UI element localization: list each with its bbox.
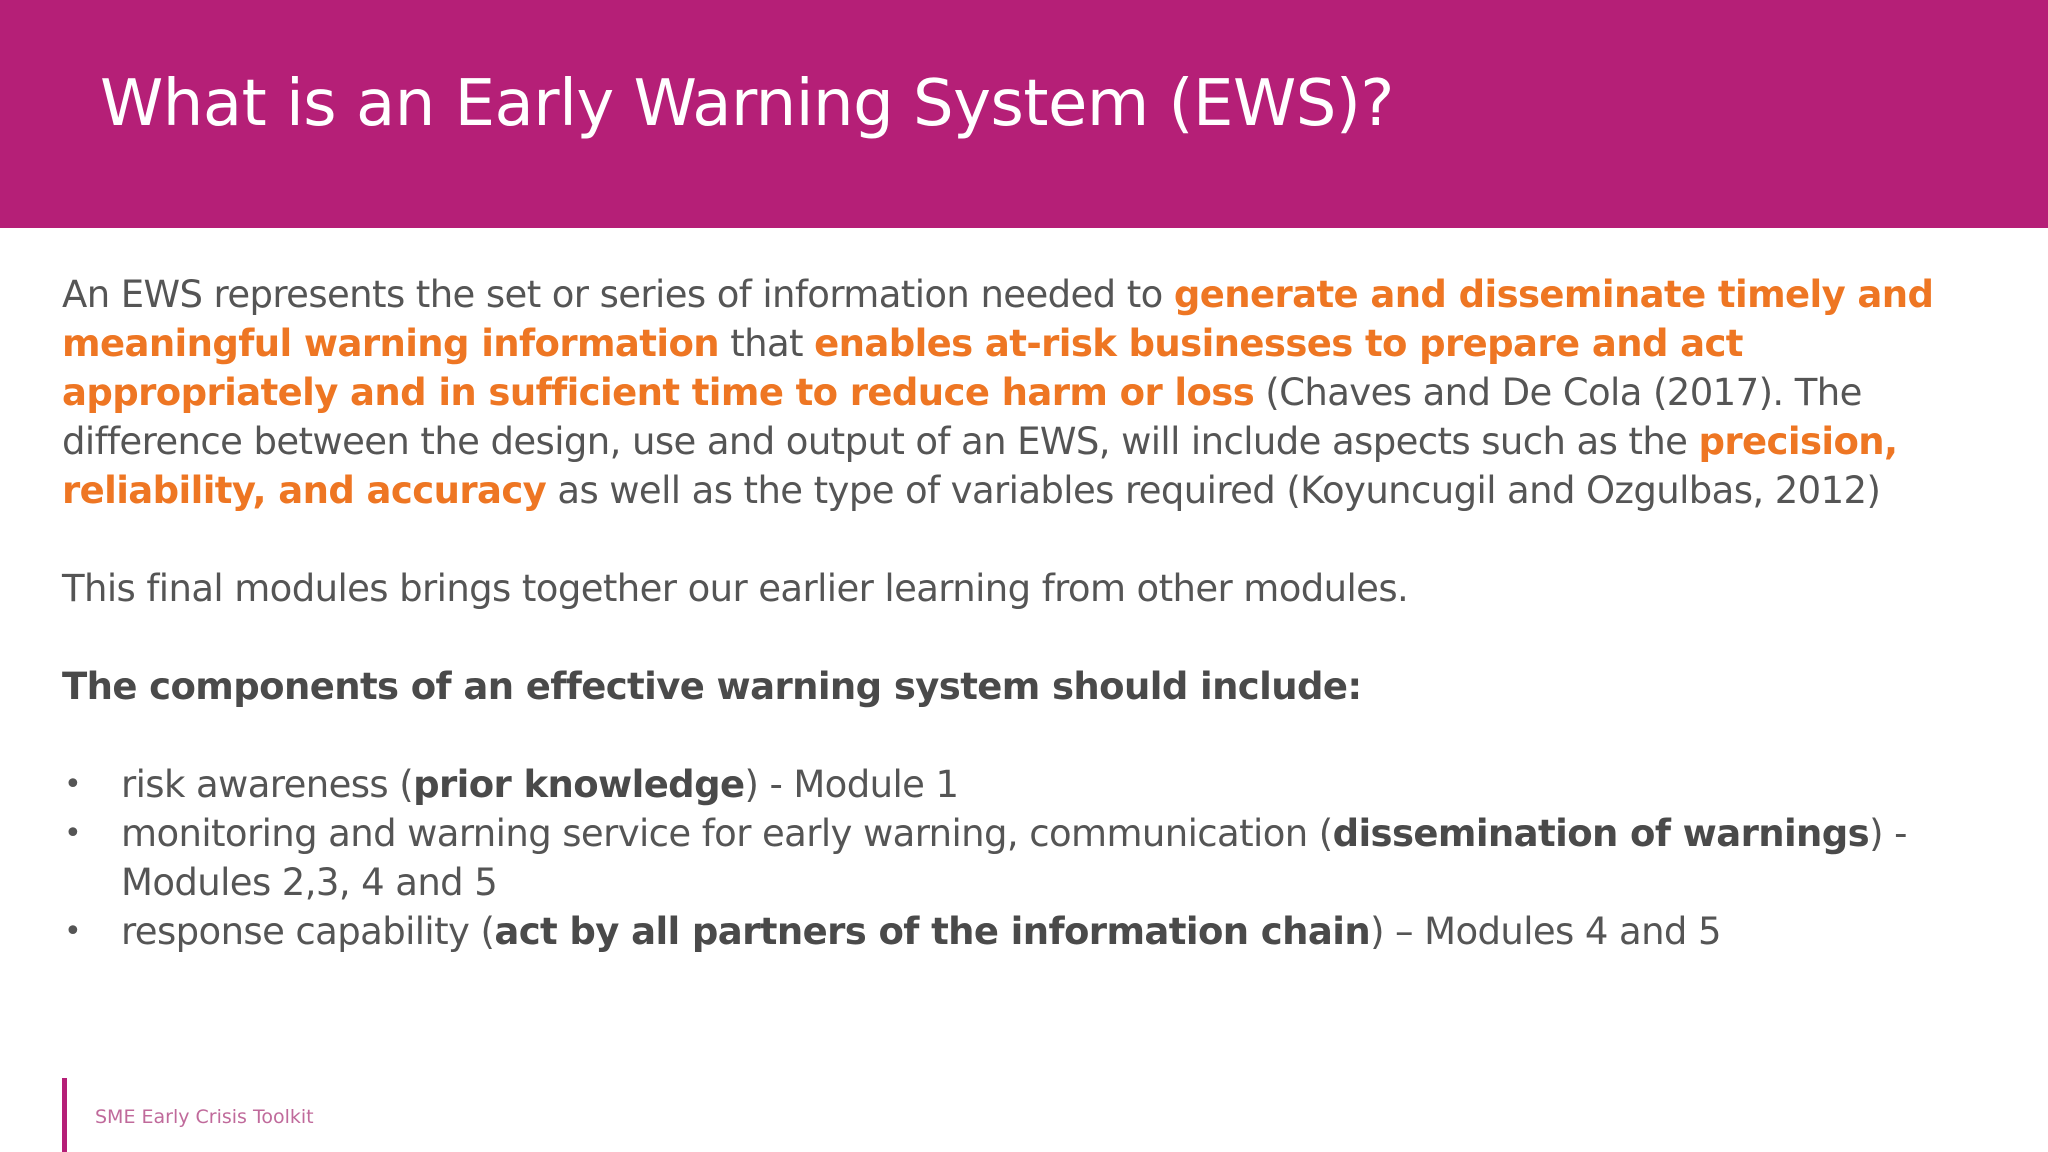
bullet-text-bold: dissemination of warnings	[1332, 812, 1870, 855]
bullet-icon: •	[64, 767, 82, 802]
bullet-icon: •	[64, 816, 82, 851]
components-heading: The components of an effective warning system should include:	[62, 665, 1362, 708]
definition-text-4: as well as the type of variables required (Koyuncugil and Ozgulbas, 2012)	[546, 469, 1881, 512]
highlight-enables-at-risk: enables at-risk businesses to prepare and act appropriately and in sufficient time to reduce harm or loss	[62, 322, 1743, 414]
slide-body	[62, 270, 1982, 956]
highlight-generate-disseminate: generate and disseminate timely and meaningful warning information	[62, 273, 1934, 365]
ews-definition-paragraph	[62, 270, 1982, 515]
bullet-text-post: ) – Modules 4 and 5	[1370, 910, 1721, 953]
definition-text-2: that	[719, 322, 815, 365]
definition-text-3: (Chaves and De Cola (2017). The difference between the design, use and output of an EWS, will include aspects such as the	[62, 371, 1862, 463]
footer-label: SME Early Crisis Toolkit	[95, 1106, 314, 1128]
footer-accent-bar	[62, 1078, 67, 1152]
definition-text-1: An EWS represents the set or series of information needed to	[62, 273, 1174, 316]
title-banner	[0, 0, 2048, 228]
highlight-precision-reliability: precision, reliability, and accuracy	[62, 420, 1898, 512]
final-modules-paragraph: This final modules brings together our earlier learning from other modules.	[62, 567, 1409, 610]
components-list	[62, 760, 1982, 956]
bullet-text-bold: prior knowledge	[413, 763, 745, 806]
bullet-text-bold: act by all partners of the information chain	[494, 910, 1371, 953]
slide-title: What is an Early Warning System (EWS)?	[100, 67, 1394, 141]
bullet-text-post: ) - Modules 2,3, 4 and 5	[121, 812, 1907, 904]
bullet-text-post: ) - Module 1	[744, 763, 959, 806]
list-item	[62, 760, 1982, 809]
list-item	[62, 809, 1982, 907]
list-item	[62, 907, 1982, 956]
bullet-icon: •	[64, 914, 82, 949]
bullet-text-pre: monitoring and warning service for early warning, communication (	[121, 812, 1333, 855]
bullet-text-pre: risk awareness (	[121, 763, 414, 806]
bullet-text-pre: response capability (	[121, 910, 495, 953]
